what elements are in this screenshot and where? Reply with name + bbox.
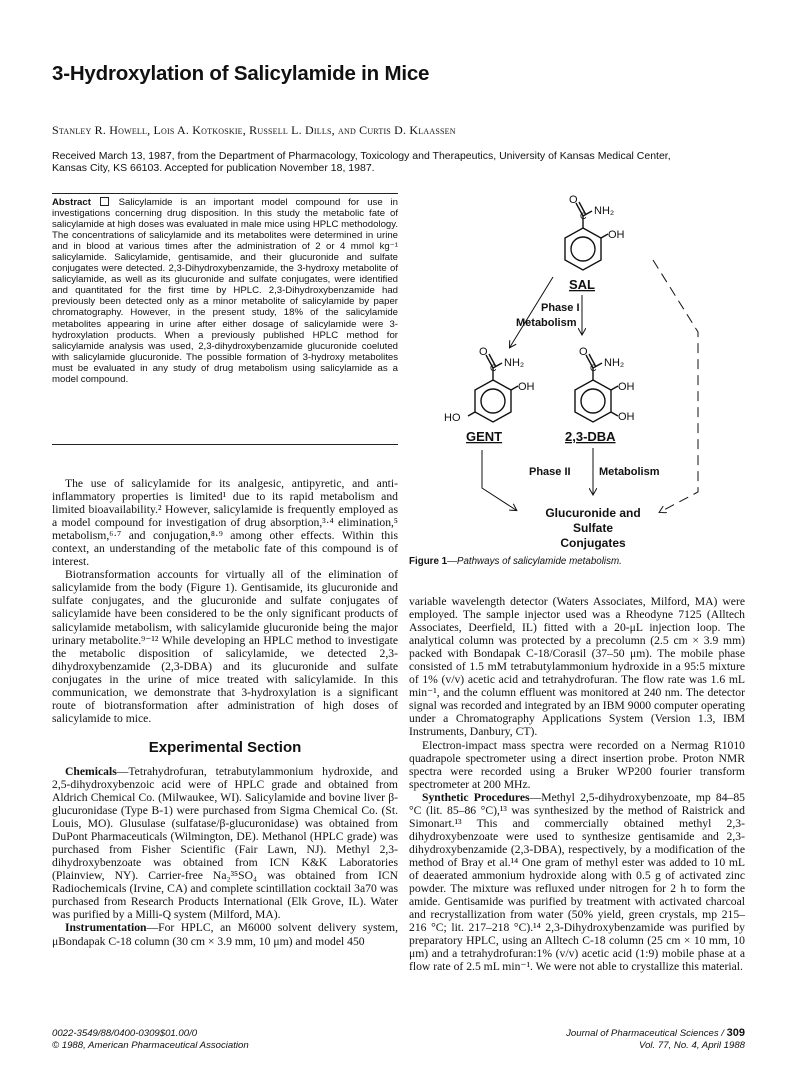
chemicals-text: —Tetrahydrofuran, tetrabutylammonium hydroxide, and 2,5-dihydroxybenzoic acid were of HPLC grade and obtained from Aldrich Chemical Co. (Milwaukee, WI). Salicylamide and bovine liver β-glucuronidase (Type B-1) were purchased from Sigma Chemical Co. (St. Louis, MO). Glusulase (sulfatase/β-glucuronidase) was obtained from DuPont Pharmaceuticals (Wilmington, DE). Methanol (HPLC grade) was purchased from Fisher Scientific (Fair Lawn, NJ). Methyl 2,3-dihydroxybenzoate was obtained from ICN K&K Laboratories (Plainview, NY). Carrier-free Na₂³⁵SO₄ was obtained from ICN Radiochemicals (Irvine, CA) and complete scintillation cocktail 3a70 was purchased from Research Products International (Elk Grove, IL). Water was purified by a Milli-Q system (Milford, MA). — [52, 764, 398, 922]
left-column — [52, 477, 398, 948]
figure-caption — [409, 556, 622, 567]
instrumentation-text: —For HPLC, an M6000 solvent delivery system, μBondapak C-18 column (30 cm × 3.9 mm, 10 μm) and model 450 — [52, 921, 398, 948]
instrumentation-label: Instrumentation — [65, 921, 147, 935]
sal-carbon-label: C — [580, 211, 587, 221]
instrumentation-paragraph — [52, 921, 398, 947]
chemicals-paragraph — [52, 765, 398, 922]
received-note — [52, 150, 752, 174]
article-title: 3-Hydroxylation of Salicylamide in Mice — [52, 62, 430, 85]
footer-left — [52, 1028, 249, 1051]
footer-code: 0022-3549/88/0400-0309$01.00/0 — [52, 1028, 198, 1039]
synthetic-label: Synthetic Procedures — [422, 790, 530, 804]
mass-spectra-paragraph: Electron-impact mass spectra were recorded on a Nermag R1010 quadrapole spectrometer using a direct insertion probe. Proton NMR spectra were recorded using a Bruker WP200 fourier transform spectrometer at 200 MHz. — [409, 738, 745, 791]
gent-label: GENT — [466, 429, 503, 444]
figure-caption-label: Figure 1 — [409, 556, 448, 567]
instrumentation-continued: variable wavelength detector (Waters Associates, Milford, MA) were employed. The sample injector used was a Rheodyne 7125 (Alltech Associates, Deerfield, IL) fitted with a 20-μL injection loop. The analytical column was protected by a precolumn (2.5 cm × 3.9 mm) packed with Bondapak C-18/Corasil (37–50 μm). The mobile phase consisted of 1.5 mM tetrabutylammonium hydroxide in a 95:5 mixture of 1% (v/v) acetic acid and tetrahydrofuran. The flow rate was 1.6 mL min⁻¹, and the column effluent was monitored at 240 nm. The detector signal was recorded and integrated by an IBM 9000 computer operating under a Chromatography Applications System (Version 1.3, IBM Instruments, Danbury, CT). — [409, 595, 745, 739]
intro-paragraph-2: Biotransformation accounts for virtually all of the elimination of salicylamide from the body (Figure 1). Gentisamide, its glucuronide and sulfate conjugates, and the glucuronide and sulfate conjugates of salicylamide have been considered to be the only significant products of salicylamide metabolism, with salicylamide glucuronide being the major urinary metabolite.⁹⁻¹² While developing an HPLC method to investigate the metabolic disposition of salicylamide, we detected 2,3-dihydroxybenzamide (2,3-DBA) and its glucuronide and sulfate conjugates in the urine of mice treated with salicylamide. In this communication, we demonstrate that 3-hydroxylation is a significant route of biotransformation after administration of high doses of salicylamide to mice. — [52, 568, 398, 725]
gent-hydroxyl-label: OH — [518, 381, 535, 393]
abstract — [52, 197, 398, 385]
abstract-label: Abstract — [52, 197, 91, 208]
synthetic-paragraph — [409, 791, 745, 974]
phase-1-label: Phase I — [541, 302, 580, 314]
chemicals-label: Chemicals — [65, 764, 117, 778]
arrow-sal-to-conjugates — [653, 260, 698, 512]
footer-journal: Journal of Pharmaceutical Sciences / — [566, 1028, 724, 1039]
footer-volume: Vol. 77, No. 4, April 1988 — [639, 1039, 745, 1051]
gent-ho-label: HO — [444, 412, 461, 424]
arrow-gent-to-conjugates — [482, 450, 516, 510]
footer-copyright: © 1988, American Pharmaceutical Association — [52, 1039, 249, 1051]
metabolism-pathway-figure — [408, 192, 746, 550]
product-line-2: Sulfate — [572, 521, 614, 535]
dba-hydroxyl-label-1: OH — [618, 381, 635, 393]
right-column — [409, 595, 745, 973]
footer-journal-line — [566, 1028, 745, 1040]
received-line-2: Kansas City, KS 66103. Accepted for publication November 18, 1987. — [52, 162, 375, 174]
gent-oxygen-label: O — [479, 346, 488, 358]
metabolism-1-label: Metabolism — [516, 317, 577, 329]
abstract-box-icon — [100, 197, 109, 206]
dba-hydroxyl-label-2: OH — [618, 411, 635, 423]
sal-label: SAL — [569, 277, 595, 292]
product-line-1: Glucuronide and — [545, 506, 641, 520]
received-line-1: Received March 13, 1987, from the Department of Pharmacology, Toxicology and Therapeutics, University of Kansas Medical Center, — [52, 150, 671, 162]
footer-right — [566, 1028, 745, 1051]
phase-2-label: Phase II — [529, 466, 571, 478]
figure-caption-text: —Pathways of salicylamide metabolism. — [447, 556, 622, 567]
author-list: Stanley R. Howell, Lois A. Kotkoskie, Russell L. Dills, and Curtis D. Klaassen — [52, 123, 456, 137]
abstract-text: Salicylamide is an important model compound for use in investigations concerning drug disposition. In this study the metabolic fate of salicylamide at high doses was evaluated in male mice using HPLC methodology. The concentrations of salicylamide and its metabolites were determined in urine and in blood at various times after the administration of 2 or 4 mmol kg⁻¹ salicylamide. Salicylamide, gentisamide, and their glucuronide and sulfate conjugates were detected. 2,3-Dihydroxybenzamide, the 3-hydroxy metabolite of salicylamide, as well as its glucuronide and sulfate conjugates, were identified and quantitated for the first time by HPLC. 2,3-Dihydroxybenzamide had previously been detected only as a minor metabolite of salicylamide by paper chromatography. However, in the present study, 18% of the salicylamide metabolites appearing in urine after either dosage of salicylamide were 3-hydroxylation products. When a previously published HPLC method for salicylamide analysis was used, 2,3-dihydroxybenzamide glucuronide coeluted with salicylamide glucuronide. The possible formation of 3-hydroxy metabolites must be evaluated in any study of drug metabolism using salicylamide as a model compound. — [52, 197, 398, 385]
section-heading: Experimental Section — [148, 738, 302, 756]
dba-amine-label: NH₂ — [604, 357, 625, 369]
sal-amine-label: NH₂ — [594, 205, 615, 217]
abstract-box — [52, 193, 398, 445]
gent-amine-label: NH₂ — [504, 357, 525, 369]
dba-label: 2,3-DBA — [565, 429, 616, 444]
sal-oxygen-label: O — [569, 194, 578, 206]
product-line-3: Conjugates — [560, 536, 626, 550]
gent-carbon-label: C — [490, 363, 497, 373]
page-number: 309 — [726, 1027, 745, 1039]
intro-paragraph-1: The use of salicylamide for its analgesic, antipyretic, and anti-inflammatory properties is limited¹ due to its rapid metabolism and limited bioavailability.² However, salicylamide is frequently employed as a model compound for investigation of drug absorption,³·⁴ elimination,⁵ metabolism,⁶·⁷ and conjugation,⁸·⁹ among other effects. Within this context, an understanding of the metabolic fate of this compound is of interest. — [52, 477, 398, 569]
sal-hydroxyl-label: OH — [608, 229, 625, 241]
synthetic-text: —Methyl 2,5-dihydroxybenzoate, mp 84–85 °C (lit. 85–86 °C),¹³ was synthesized by the method of Raistrick and Simonart.¹³ This and commercially obtained methyl 2,3-dihydroxybenzoate were used to synthesize gentisamide and 2,3-dihydroxybenzamide (2,3-DBA), respectively, by a modification of the method of Bray et al.¹⁴ One gram of methyl ester was added to 10 mL of deaerated ammonium hydroxide along with 0.5 g of activated zinc powder. The mixture was refluxed under nitrogen for 2 h to form the amide. Gentisamide was purified by treatment with activated charcoal and recrystallization from water (50% yield, green crystals, mp 215–216 °C; lit. 217–218 °C).¹⁴ 2,3-Dihydroxybenzamide was purified by preparatory HPLC, using an Alltech C-18 column (25 cm × 10 mm, 10 μm) and a tetrahydrofuran:1% (v/v) acetic acid (1:9) mobile phase at a flow rate of 2.5 mL min⁻¹. We were not able to crystallize this material. — [409, 790, 745, 974]
dba-oxygen-label: O — [579, 346, 588, 358]
metabolism-2-label: Metabolism — [599, 466, 660, 478]
dba-carbon-label: C — [590, 363, 597, 373]
